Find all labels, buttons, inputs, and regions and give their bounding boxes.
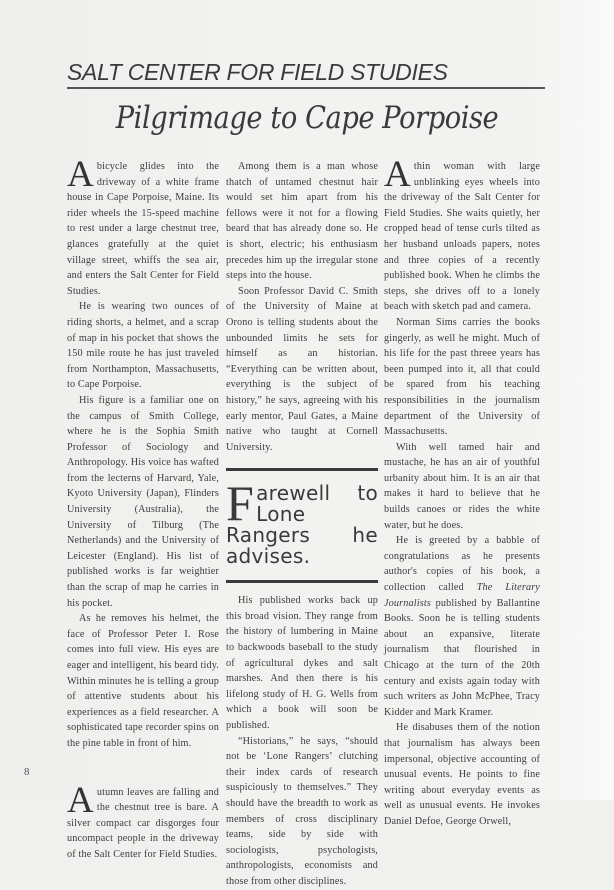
pullquote: Farewell to Lone Rangers he advises. (226, 475, 378, 569)
paragraph: Soon Professor David C. Smith of the University of Maine at Orono is telling students about the unbounded limits he sets for himself as an historian. “Everything can be written about, everything is the subject of history,” he says, agreeing with his early mentor, Paul Gates, a Maine native who taught at Cornell University. (226, 285, 378, 453)
paragraph: Athin woman with large unblinking eyes wheels into the driveway of the Salt Center for Field Studies. She waits quietly, her cropped head of tense curls tilted as her husband unloads papers, notes and three copies of a recently published book. When he climbs the steps, she drives off to a lonely beach with sketch pad and camera. (384, 154, 540, 313)
column-2 (226, 159, 378, 890)
paragraph: He is greeted by a babble of congratulations as he presents author's copies of his book, a collection called The Literary Journalists published by Ballantine Books. Soon he is telling students about an expansive, literate journalism that flourished in Chicago at the turn of the 20th century and exists again today with such writers as John McPhee, Tracy Kidder and Mark Kramer. (384, 535, 540, 718)
section-rule (67, 87, 545, 89)
book-title: The Literary Journalists (384, 582, 540, 609)
paragraph: As he removes his helmet, the face of Professor Peter I. Rose comes into full view. His eyes are eager and intelligent, his beard tidy. Within minutes he is telling a group of attentive students about his experiences as a field researcher. A sophisticated tape recorder spins on the pine table in front of him. (67, 613, 219, 749)
drop-cap: F (226, 475, 255, 532)
drop-cap: A (384, 154, 411, 195)
pullquote-rule-bottom (226, 580, 378, 583)
drop-cap: A (67, 779, 94, 821)
page-number: 8 (24, 766, 30, 778)
section-heading: SALT CENTER FOR FIELD STUDIES (67, 59, 448, 85)
paragraph: He disabuses them of the notion that journalism has always been impersonal, objective accounting of unusual events. He points to fine writing about everyday events as well as unusual events. He invokes Daniel Defoe, George Orwell, (384, 722, 540, 827)
drop-cap: A (67, 154, 94, 195)
paragraph: Autumn leaves are falling and the chestnut tree is bare. A silver compact car disgorges four uncompact people in the driveway of the Salt Center for Field Studies. (67, 779, 219, 860)
pullquote-rule-top (226, 468, 378, 471)
paragraph: With well tamed hair and mustache, he has an air of youthful urbanity about him. It is an air that makes it hard to believe that he builds canoes or rides the white water, but he does. (384, 441, 540, 531)
paragraph: Among them is a man whose thatch of untamed chestnut hair would set him apart from his fellows were it not for a flowing beard that has already done so. He is short, electric; his enthusiasm precedes him up the irregular stone steps into the house. (226, 161, 378, 282)
article-title: Pilgrimage to Cape Porpoise (115, 100, 499, 136)
column-3 (384, 154, 540, 830)
paragraph: “Historians,” he says, “should not be ‘Lone Rangers’ clutching their index cards of research suspiciously to themselves.” They should have the breadth to work as members of cross disciplinary teams, side by side with sociologists, psychologists, anthropologists, economists and those from other disciplines. (226, 735, 378, 887)
paragraph: His published works back up this broad vision. They range from the history of lumbering in Maine to backwoods baseball to the study of agricultural dykes and salt marshes. And then there is his lifelong study of H. G. Wells from which a book will soon be published. (226, 595, 378, 732)
paragraph: His figure is a familiar one on the campus of Smith College, where he is the Sophia Smith Professor of Sociology and Anthropology. His voice has wafted from the lecterns of Harvard, Yale, Kyoto University (Japan), Flinders University (Australia), the University of Tilburg (The Netherlands) and the University of Leicester (England). His list of published works is far weightier than the scrap of map he carries in his pocket. (67, 394, 219, 609)
paragraph: He is wearing two ounces of riding shorts, a helmet, and a scrap of map in his pocket that shows the 150 mile route he has just traveled from Northampton, Massachusetts, to Cape Porpoise. (67, 301, 219, 391)
column-1 (67, 154, 219, 863)
paragraph: Norman Sims carries the books gingerly, as well he might. Much of his life for the past threee years has been pumped into it, all that could be spared from his teaching responsibilities in the journalism department of the University of Massachusetts. (384, 316, 540, 438)
paragraph: Abicycle glides into the driveway of a white frame house in Cape Porpoise, Maine. Its rider wheels the 15-speed machine to rest under a large chestnut tree, glances gratefully at the quiet village street, whiffs the sea air, and enters the Salt Center for Field Studies. (67, 154, 219, 297)
